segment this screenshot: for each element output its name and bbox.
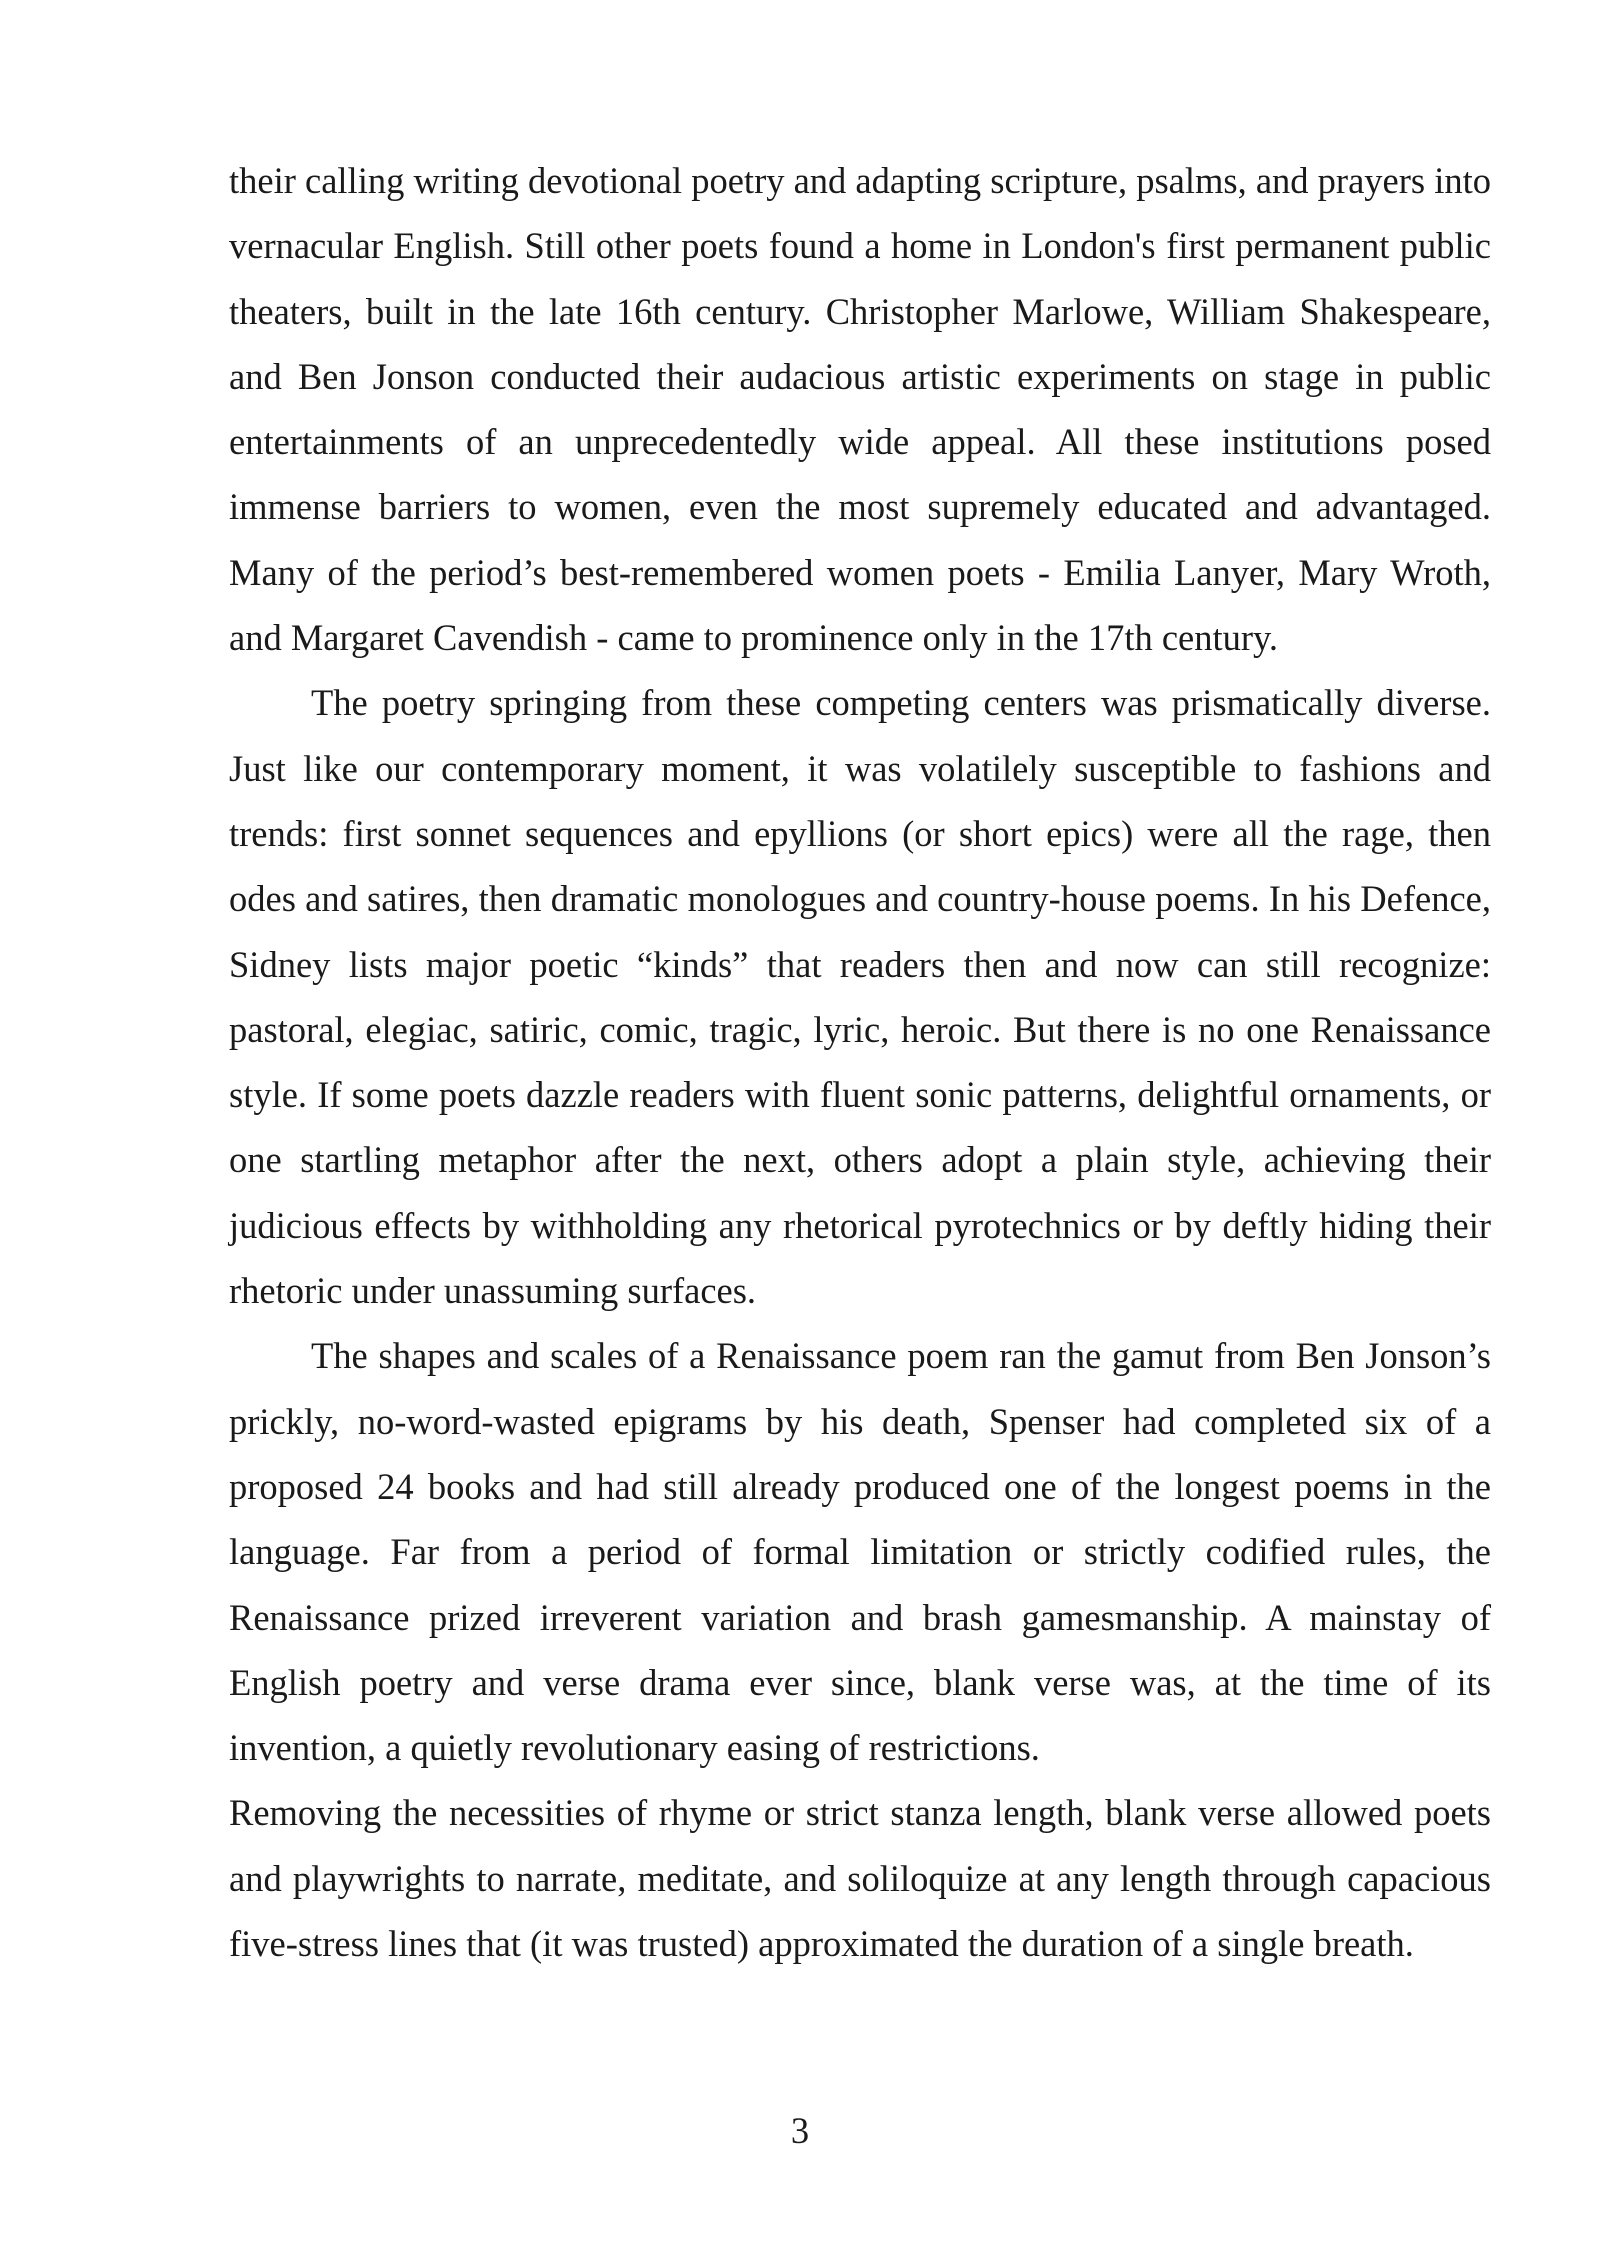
page-number: 3 (790, 2110, 810, 2151)
paragraph-shapes-and-scales: The shapes and scales of a Renaissance poem ran the gamut from Ben Jonson’s prickly, no-word-wasted epigrams by his death, Spenser had completed six of a proposed 24 books and had still already produced one of the longest poems in the language. Far from a period of formal limitation or strictly codified rules, the Renaissance prized irreverent variation and brash gamesmanship. A mainstay of English poetry and verse drama ever since, blank verse was, at the time of its invention, a quietly revolutionary easing of restrictions. (229, 1335, 1491, 1769)
body-text (229, 148, 1491, 1976)
paragraph-continuation: their calling writing devotional poetry and adapting scripture, psalms, and prayers into vernacular English. Still other poets found a home in London's first permanent public theaters, built in the late 16th century. Christopher Marlowe, William Shakespeare, and Ben Jonson conducted their audacious artistic experiments on stage in public entertainments of an unprecedentedly wide appeal. All these institutions posed immense barriers to women, even the most supremely educated and advantaged. Many of the period’s best-remembered women poets - Emilia Lanyer, Mary Wroth, and Margaret Cavendish - came to prominence only in the 17th century. (229, 160, 1491, 659)
paragraph-blank-verse: Removing the necessities of rhyme or strict stanza length, blank verse allowed poets and playwrights to narrate, meditate, and soliloquize at any length through capacious five-stress lines that (it was trusted) approximated the duration of a single breath. (229, 1792, 1491, 1965)
paragraph-poetry-diversity: The poetry springing from these competing centers was prismatically diverse. Just like our contemporary moment, it was volatilely susceptible to fashions and trends: first sonnet sequences and epyllions (or short epics) were all the rage, then odes and satires, then dramatic monologues and country-house poems. In his Defence, Sidney lists major poetic “kinds” that readers then and now can still recognize: pastoral, elegiac, satiric, comic, tragic, lyric, heroic. But there is no one Renaissance style. If some poets dazzle readers with fluent sonic patterns, delightful ornaments, or one startling metaphor after the next, others adopt a plain style, achieving their judicious effects by withholding any rhetorical pyrotechnics or by deftly hiding their rhetoric under unassuming surfaces. (229, 682, 1491, 1312)
